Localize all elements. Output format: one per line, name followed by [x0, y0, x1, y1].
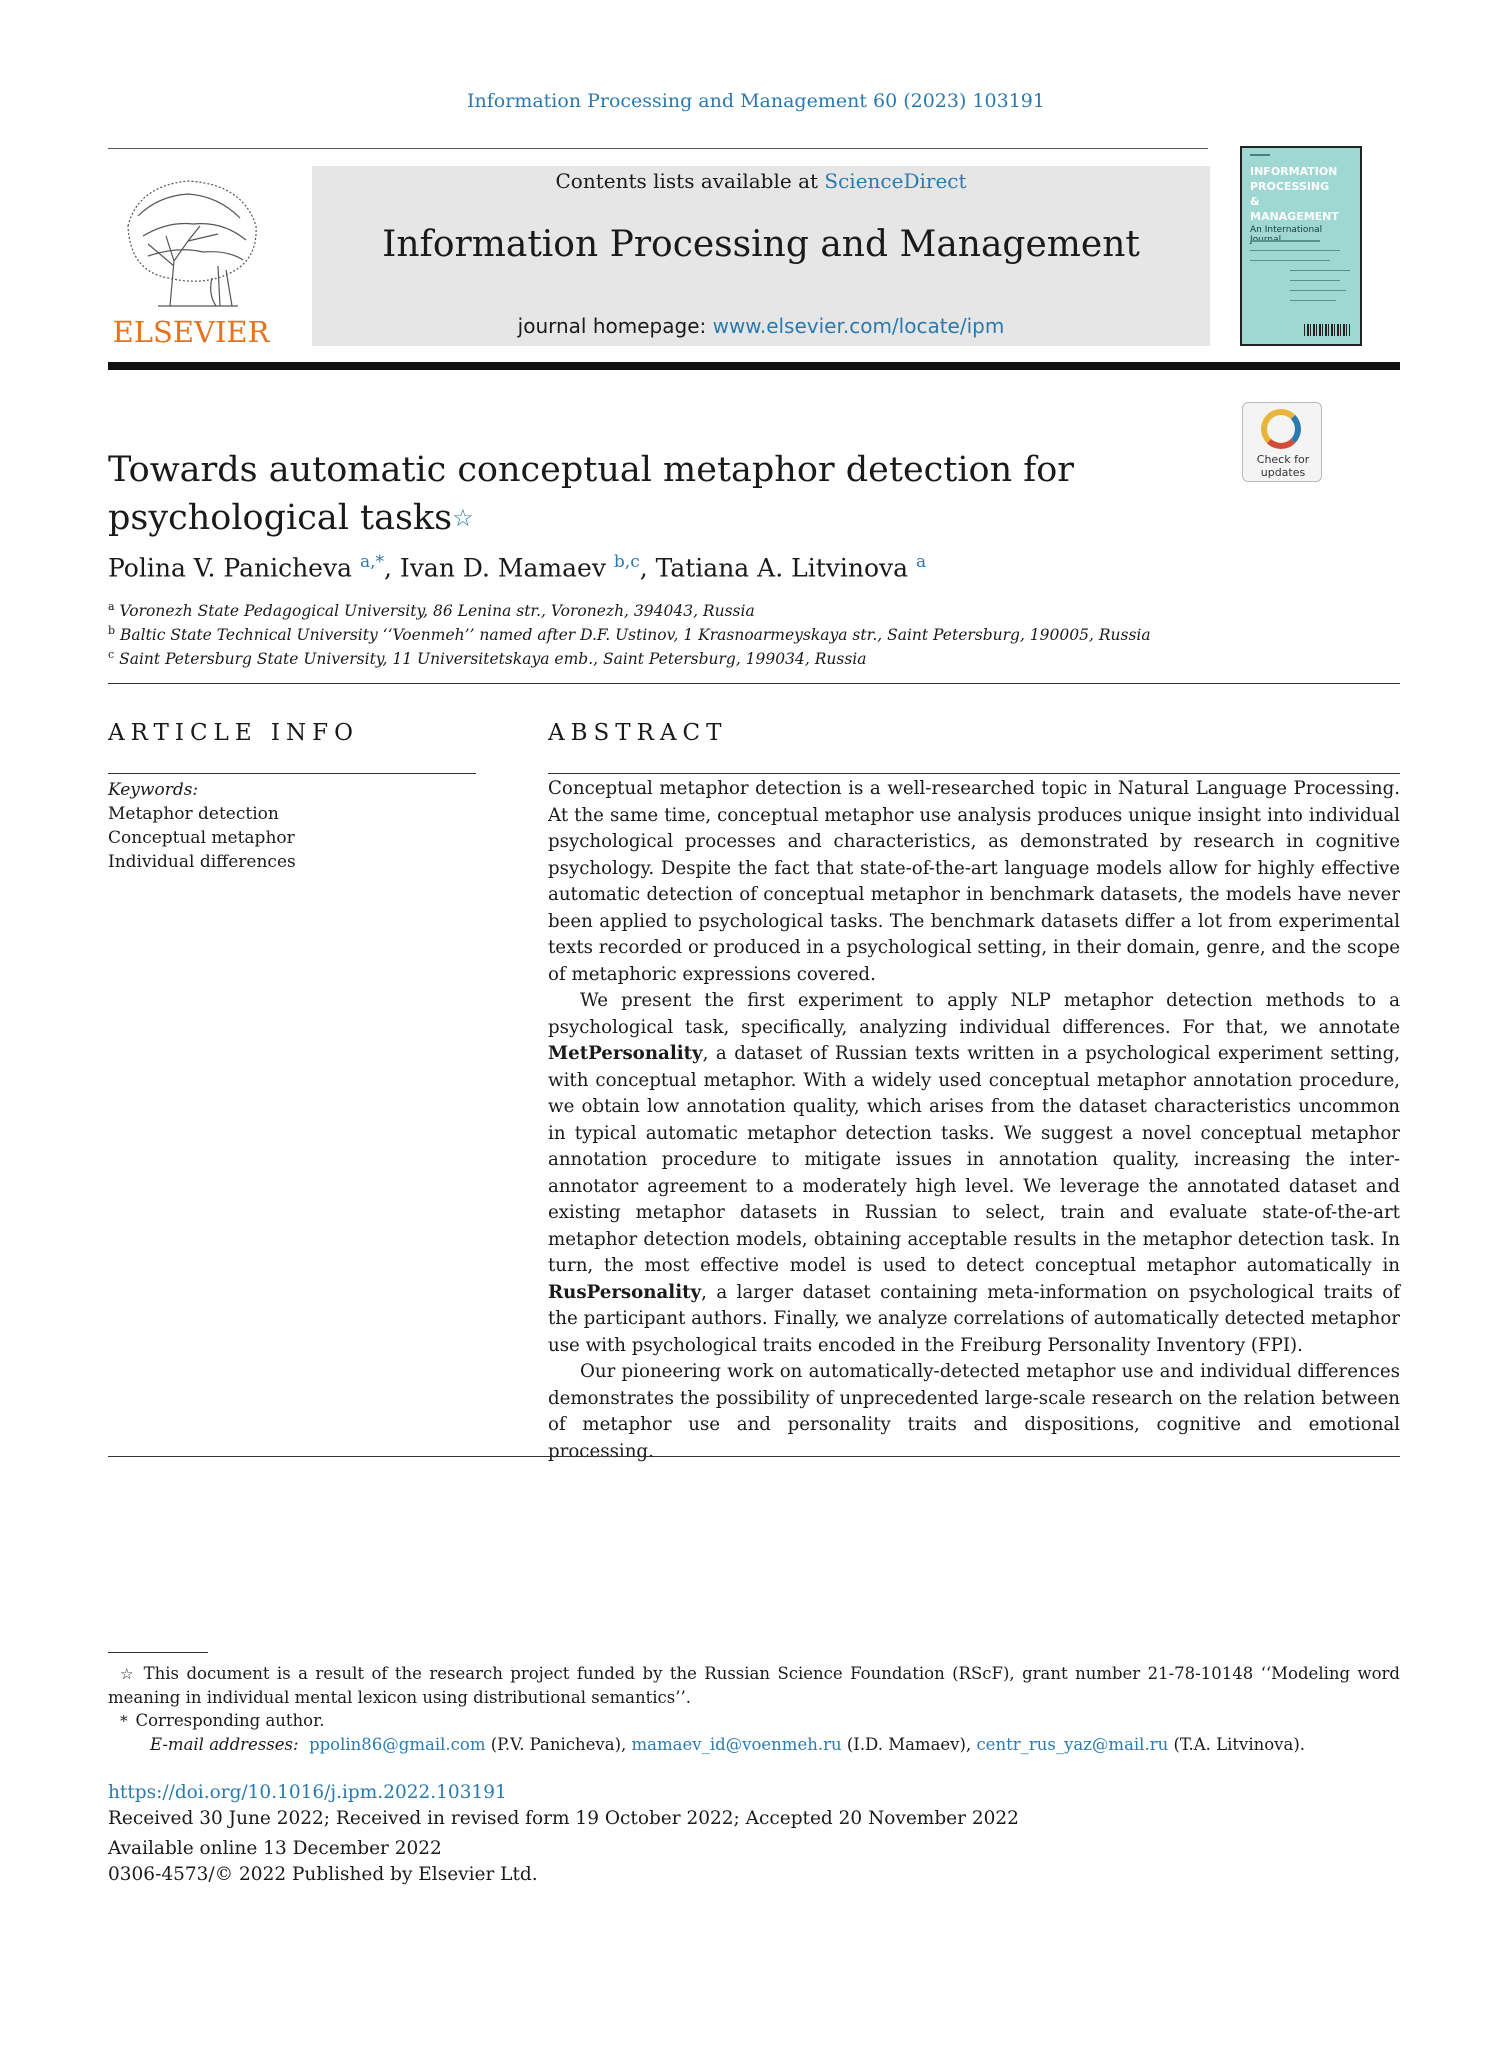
abstract-body [548, 776, 1400, 1465]
cover-subtitle: An International [1250, 225, 1323, 235]
abstract-text: , a dataset of Russian texts written in a psychological experiment setting, with conceptual metaphor. With a widely used conceptual metaphor annotation procedure, we obtain low annotation quality, which arises from the dataset characteristics uncommon in typical automatic metaphor detection tasks. We suggest a novel conceptual metaphor annotation procedure to mitigate issues in annotation quality, increasing the inter-annotator agreement to a moderately high level. We leverage the annotated dataset and existing metaphor datasets in Russian to select, train and evaluate state-of-the-art metaphor detection models, obtaining acceptable results in the metaphor detection task. In turn, the most effective model is used to detect conceptual metaphor automatically in [548, 1043, 1400, 1276]
affiliation-mark: c [108, 648, 115, 661]
author-list: Polina V. Panicheva $^{a,*}$, Ivan D. Mamaev $^{b,c}$, Tatiana A. Litvinova $^a$ [108, 552, 927, 583]
issn-copyright: 0306-4573/© 2022 Published by Elsevier Ltd. [108, 1864, 538, 1885]
funding-text: This document is a result of the research project funded by the Russian Science Foundation (RScF), grant number 21-78-10148 ‘‘Modeling word meaning in individual mental lexicon using distributional semantics’’. [108, 1664, 1400, 1707]
homepage-link[interactable]: www.elsevier.com/locate/ipm [712, 314, 1005, 338]
author-affiliation-mark[interactable]: a,* [359, 552, 385, 572]
contents-line [312, 166, 1210, 196]
contents-prefix: Contents lists available at [555, 169, 825, 193]
article-info-heading: ARTICLE INFO [108, 720, 359, 746]
affiliation-text: Voronezh State Pedagogical University, 86 Lenina str., Voronezh, 394043, Russia [119, 602, 755, 621]
barcode-icon [1304, 324, 1350, 336]
dataset-name: RusPersonality [548, 1281, 702, 1303]
author-name[interactable]: Polina V. Panicheva [108, 553, 353, 583]
abstract-heading: ABSTRACT [548, 720, 728, 746]
divider [108, 773, 476, 774]
divider [108, 683, 1400, 684]
homepage-prefix: journal homepage: [517, 314, 713, 338]
email-owner: (I.D. Mamaev), [846, 1735, 972, 1754]
affiliation-mark: b [108, 624, 116, 637]
affiliation-text: Baltic State Technical University ‘‘Voenmeh’’ named after D.F. Ustinov, 1 Krasnoarmeyskaya str., Saint Petersburg, 190005, Russia [119, 626, 1151, 645]
affiliation-text: Saint Petersburg State University, 11 Universitetskaya emb., Saint Petersburg, 199034, Russia [119, 650, 867, 669]
corresponding-footnote [108, 1709, 1400, 1733]
received-dates: Received 30 June 2022; Received in revised form 19 October 2022; Accepted 20 November 2022 [108, 1808, 1019, 1829]
abstract-paragraph: Conceptual metaphor detection is a well-researched topic in Natural Language Processing. At the same time, conceptual metaphor use analysis produces unique insight into individual psychological processes and characteristics, as demonstrated by research in cognitive psychology. Despite the fact that state-of-the-art language models allow for highly effective automatic detection of conceptual metaphor in benchmark datasets, the models have never been applied to psychological tasks. The benchmark datasets differ a lot from experimental texts recorded or produced in a psychological setting, in their domain, genre, and the scope of metaphoric expressions covered. [548, 778, 1400, 985]
abstract-paragraph: Our pioneering work on automatically-detected metaphor use and individual differences demonstrates the possibility of unprecedented large-scale research on the relation between of metaphor use and personality traits and dispositions, cognitive and emotional processing. [548, 1361, 1400, 1462]
author-affiliation-mark[interactable]: b,c [613, 552, 640, 572]
author-name[interactable]: Ivan D. Mamaev [399, 553, 606, 583]
affiliation [108, 624, 1151, 644]
journal-citation[interactable]: Information Processing and Management 60 (2023) 103191 [467, 90, 1045, 112]
elsevier-wordmark: ELSEVIER [112, 315, 270, 348]
journal-cover[interactable] [1240, 146, 1362, 346]
title-line: psychological tasks [108, 498, 453, 538]
divider [548, 773, 1400, 774]
email-label: E-mail addresses: [150, 1735, 299, 1754]
divider [108, 148, 1208, 149]
cover-title-line: PROCESSING [1250, 180, 1330, 193]
bookmark-ring-icon [1261, 409, 1301, 449]
email-link[interactable]: mamaev_id@voenmeh.ru [631, 1735, 842, 1754]
footnote-divider [108, 1652, 208, 1653]
email-owner: (T.A. Litvinova). [1173, 1735, 1306, 1754]
asterisk-icon: * [120, 1712, 128, 1730]
affiliation [108, 648, 866, 668]
cover-title-line: INFORMATION [1250, 165, 1338, 178]
check-for-updates-button[interactable] [1242, 402, 1322, 482]
keyword: Metaphor detection [108, 804, 279, 824]
email-link[interactable]: ppolin86@gmail.com [309, 1735, 486, 1754]
email-link[interactable]: centr_rus_yaz@mail.ru [976, 1735, 1169, 1754]
elsevier-logo [108, 166, 274, 348]
keyword: Conceptual metaphor [108, 828, 295, 848]
homepage-line [312, 314, 1210, 338]
footnotes [108, 1662, 1400, 1756]
abstract-text: , a larger dataset containing meta-information on psychological traits of the participant authors. Finally, we analyze correlations of automatically detected metaphor use with psychological traits encoded in the Freiburg Personality Inventory (FPI). [548, 1281, 1400, 1356]
star-footnote-icon[interactable]: ☆ [452, 504, 474, 532]
affiliation [108, 600, 755, 620]
article-title [108, 446, 1128, 542]
journal-banner [312, 166, 1210, 346]
journal-name: Information Processing and Management [382, 224, 1140, 265]
keywords-block [108, 778, 296, 874]
author-affiliation-mark[interactable]: a [916, 552, 927, 572]
cover-title-line: & [1250, 195, 1260, 208]
funding-footnote [108, 1662, 1400, 1709]
email-footnote [108, 1733, 1400, 1756]
available-online: Available online 13 December 2022 [108, 1838, 442, 1859]
corresponding-text: Corresponding author. [135, 1711, 325, 1730]
doi-link[interactable]: https://doi.org/10.1016/j.ipm.2022.103191 [108, 1782, 507, 1803]
star-footnote-icon: ☆ [120, 1665, 136, 1683]
abstract-paragraph [548, 988, 1400, 1359]
keyword: Individual differences [108, 852, 296, 872]
title-line: Towards automatic conceptual metaphor detection for [108, 450, 1075, 490]
sciencedirect-link[interactable]: ScienceDirect [824, 169, 967, 193]
email-owner: (P.V. Panicheva), [490, 1735, 627, 1754]
dataset-name: MetPersonality [548, 1043, 703, 1064]
abstract-text: We present the first experiment to apply NLP metaphor detection methods to a psychological task, specifically, analyzing individual differences. For that, we annotate [548, 990, 1400, 1038]
divider [108, 1456, 1400, 1457]
header-divider [108, 362, 1400, 370]
author-name[interactable]: Tatiana A. Litvinova [655, 553, 909, 583]
cover-title [1250, 164, 1354, 224]
keywords-label: Keywords: [108, 780, 199, 800]
check-for-updates-label: Check for updates [1256, 453, 1310, 479]
cover-title-line: MANAGEMENT [1250, 210, 1339, 223]
affiliation-mark: a [108, 600, 115, 613]
